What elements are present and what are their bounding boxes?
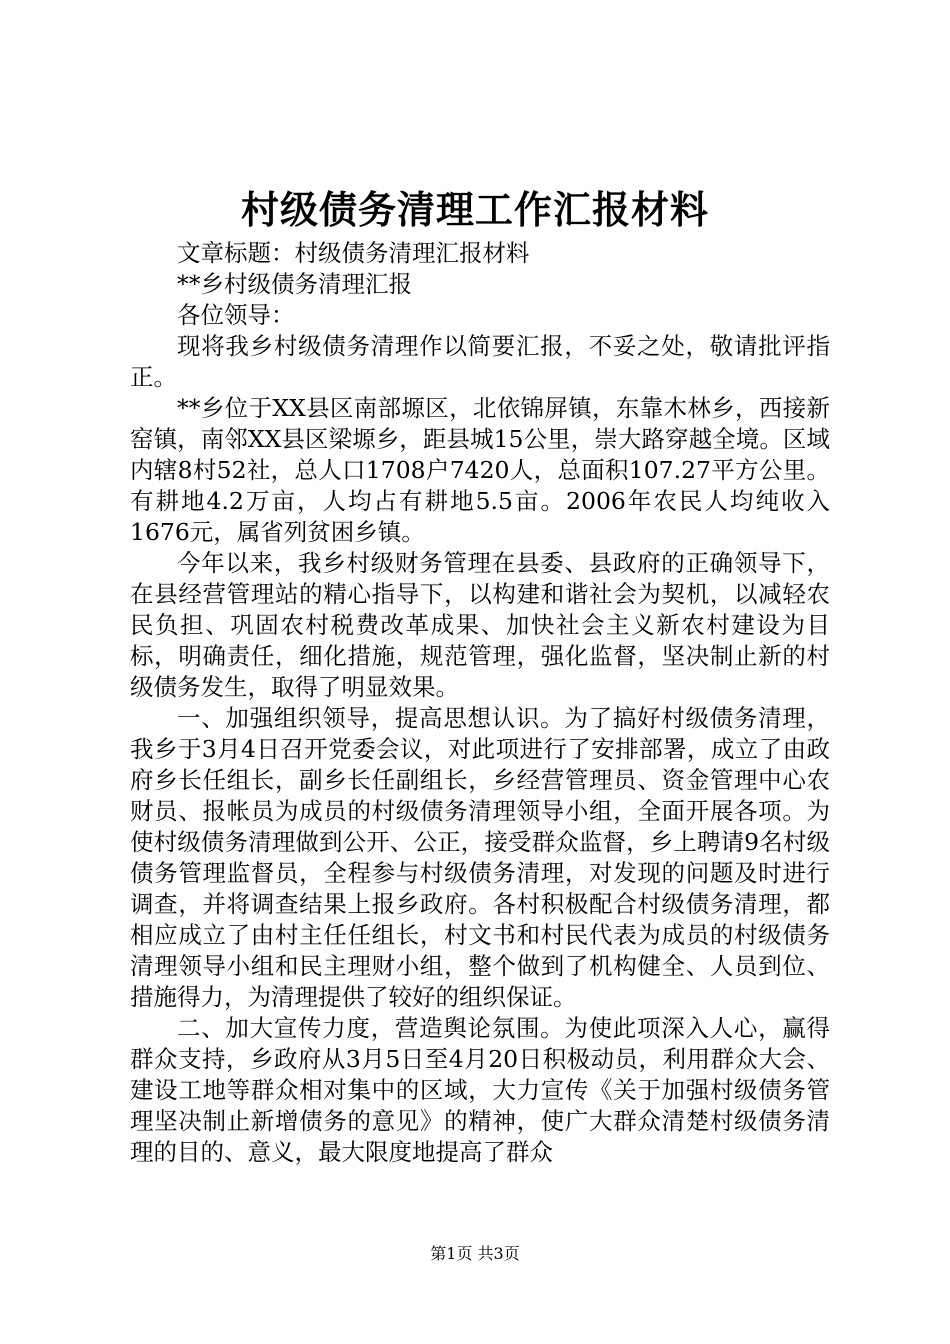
progress-paragraph: 今年以来，我乡村级财务管理在县委、县政府的正确领导下，在县经营管理站的精心指导下，以构建和谐社会为契机，以减轻农民负担、巩固农村税费改革成果、加快社会主义新农村建设为目标，明确责任，细化措施，规范管理，强化监督，坚决制止新的村级债务发生，取得了明显效果。 [130,549,830,701]
section-one-paragraph: 一、加强组织领导，提高思想认识。为了搞好村级债务清理，我乡于3月4日召开党委会议，对此项进行了安排部署，成立了由政府乡长任组长，副乡长任副组长，乡经营管理员、资金管理中心农财员、报帐员为成员的村级债务清理领导小组，全面开展各项。为使村级债务清理做到公开、公正，接受群众监督，乡上聘请9名村级债务管理监督员，全程参与村级债务清理，对发现的问题及时进行调查，并将调查结果上报乡政府。各村积极配合村级债务清理，都相应成立了由村主任任组长，村文书和村民代表为成员的村级债务清理领导小组和民主理财小组，整个做到了机构健全、人员到位、措施得力，为清理提供了较好的组织保证。 [130,704,830,1011]
intro-paragraph: 现将我乡村级债务清理作以简要汇报，不妥之处，敬请批评指正。 [130,332,830,391]
salutation: 各位领导： [177,301,295,329]
document-title: 村级债务清理工作汇报材料 [240,188,709,232]
section-two-paragraph: 二、加大宣传力度，营造舆论氛围。为使此项深入人心，赢得群众支持，乡政府从3月5日至4月20日积极动员，利用群众大会、建设工地等群众相对集中的区域，大力宣传《关于加强村级债务管理坚决制止新增债务的意见》的精神，使广大群众清楚村级债务清理的目的、意义，最大限度地提高了群众 [130,1014,830,1166]
document-body [130,238,830,1168]
report-heading: **乡村级债务清理汇报 [177,270,412,298]
township-overview-paragraph: **乡位于XX县区南部塬区，北依锦屏镇，东靠木林乡，西接新窑镇，南邻XX县区梁塬乡，距县城15公里，崇大路穿越全境。区域内辖8村52社，总人口1708户7420人，总面积107.27平方公里。有耕地4.2万亩，人均占有耕地5.5亩。2006年农民人均纯收入1676元，属省列贫困乡镇。 [130,394,830,546]
page-number-footer: 第1页 共3页 [430,1244,520,1263]
article-title-line: 文章标题：村级债务清理汇报材料 [177,239,530,267]
